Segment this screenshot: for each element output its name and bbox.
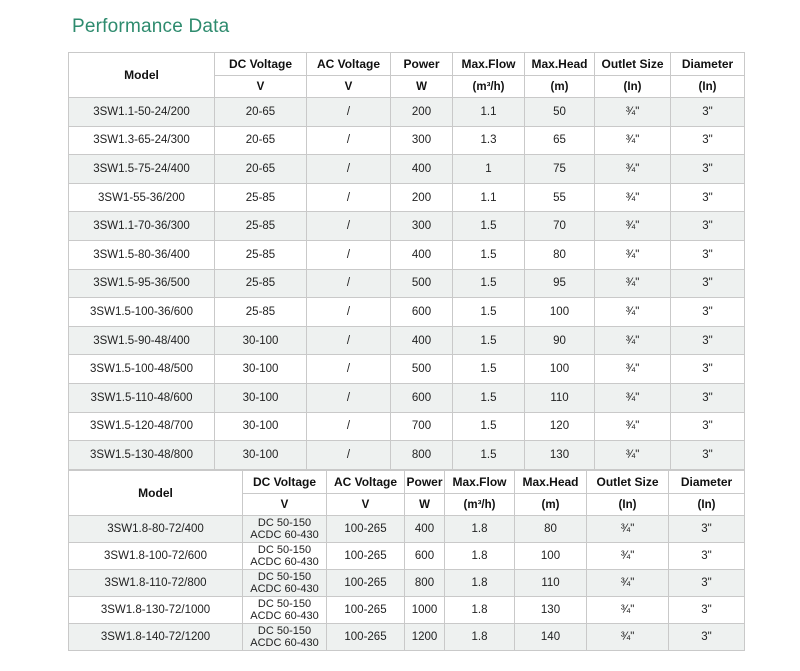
cell-dc-voltage: [243, 597, 327, 624]
cell-power: 500: [391, 269, 453, 298]
cell-power: 800: [391, 441, 453, 470]
cell-model: 3SW1.5-95-36/500: [69, 269, 215, 298]
cell-max-head: 80: [525, 240, 595, 269]
cell-max-flow: 1.5: [453, 383, 525, 412]
table-row: [69, 183, 745, 212]
cell-max-head: 100: [525, 355, 595, 384]
header-max-flow: Max.Flow: [453, 53, 525, 76]
header-ac-voltage: AC Voltage: [327, 471, 405, 494]
cell-max-head: 130: [525, 441, 595, 470]
cell-max-flow: 1.5: [453, 269, 525, 298]
header-max-head: Max.Head: [515, 471, 587, 494]
cell-diameter: 3": [671, 298, 745, 327]
cell-power: 400: [405, 516, 445, 543]
cell-max-head: 50: [525, 98, 595, 127]
cell-dc-voltage: 30-100: [215, 441, 307, 470]
acdc-voltage-line: ACDC 60-430: [250, 637, 319, 649]
cell-ac-voltage: 100-265: [327, 624, 405, 651]
cell-max-flow: 1.5: [453, 355, 525, 384]
cell-model: 3SW1-55-36/200: [69, 183, 215, 212]
cell-diameter: 3": [671, 212, 745, 241]
cell-outlet-size: ¾": [595, 98, 671, 127]
cell-max-head: 130: [515, 597, 587, 624]
cell-ac-voltage: /: [307, 383, 391, 412]
dc-voltage-line: DC 50-150: [257, 625, 312, 637]
cell-max-flow: 1.1: [453, 183, 525, 212]
cell-outlet-size: ¾": [595, 155, 671, 184]
cell-diameter: 3": [671, 326, 745, 355]
cell-power: 400: [391, 326, 453, 355]
table-row: [69, 269, 745, 298]
cell-dc-voltage: [243, 516, 327, 543]
cell-outlet-size: ¾": [595, 212, 671, 241]
unit-max-flow: (m³/h): [453, 76, 525, 98]
header-outlet-size: Outlet Size: [587, 471, 669, 494]
cell-max-head: 110: [515, 570, 587, 597]
cell-diameter: 3": [671, 383, 745, 412]
cell-max-head: 55: [525, 183, 595, 212]
header-diameter: Diameter: [671, 53, 745, 76]
page-title: Performance Data: [72, 16, 230, 37]
table-row: [69, 412, 745, 441]
cell-diameter: 3": [671, 183, 745, 212]
cell-outlet-size: ¾": [587, 570, 669, 597]
cell-outlet-size: ¾": [595, 441, 671, 470]
cell-diameter: 3": [671, 240, 745, 269]
table-2-body: [69, 516, 745, 651]
table-row: [69, 212, 745, 241]
cell-max-flow: 1.1: [453, 98, 525, 127]
table-row: [69, 624, 745, 651]
unit-ac-voltage: V: [307, 76, 391, 98]
cell-outlet-size: ¾": [595, 240, 671, 269]
cell-ac-voltage: /: [307, 126, 391, 155]
cell-outlet-size: ¾": [595, 183, 671, 212]
cell-power: 400: [391, 155, 453, 184]
table-row: [69, 126, 745, 155]
cell-diameter: 3": [671, 269, 745, 298]
cell-max-flow: 1.5: [453, 326, 525, 355]
cell-ac-voltage: 100-265: [327, 543, 405, 570]
cell-power: 600: [405, 543, 445, 570]
header-diameter: Diameter: [669, 471, 745, 494]
cell-model: 3SW1.5-100-48/500: [69, 355, 215, 384]
cell-max-head: 80: [515, 516, 587, 543]
cell-outlet-size: ¾": [595, 355, 671, 384]
header-max-flow: Max.Flow: [445, 471, 515, 494]
table-row: [69, 383, 745, 412]
cell-outlet-size: ¾": [595, 326, 671, 355]
performance-table-1: [68, 52, 745, 470]
cell-dc-voltage: 20-65: [215, 155, 307, 184]
cell-dc-voltage: 20-65: [215, 126, 307, 155]
cell-model: 3SW1.8-140-72/1200: [69, 624, 243, 651]
cell-model: 3SW1.5-90-48/400: [69, 326, 215, 355]
dc-voltage-line: DC 50-150: [257, 517, 312, 529]
cell-max-flow: 1.5: [453, 240, 525, 269]
unit-outlet-size: (In): [595, 76, 671, 98]
cell-ac-voltage: /: [307, 240, 391, 269]
header-max-head: Max.Head: [525, 53, 595, 76]
cell-model: 3SW1.5-130-48/800: [69, 441, 215, 470]
table-row: [69, 240, 745, 269]
acdc-voltage-line: ACDC 60-430: [250, 529, 319, 541]
cell-max-flow: 1.5: [453, 298, 525, 327]
cell-diameter: 3": [671, 155, 745, 184]
cell-diameter: 3": [669, 624, 745, 651]
acdc-voltage-line: ACDC 60-430: [250, 583, 319, 595]
header-outlet-size: Outlet Size: [595, 53, 671, 76]
cell-max-head: 65: [525, 126, 595, 155]
cell-model: 3SW1.3-65-24/300: [69, 126, 215, 155]
table-row: [69, 543, 745, 570]
table-row: [69, 441, 745, 470]
unit-ac-voltage: V: [327, 494, 405, 516]
cell-model: 3SW1.1-70-36/300: [69, 212, 215, 241]
table-row: [69, 355, 745, 384]
cell-max-head: 140: [515, 624, 587, 651]
cell-dc-voltage: 25-85: [215, 298, 307, 327]
cell-max-flow: 1.8: [445, 570, 515, 597]
cell-dc-voltage: [243, 624, 327, 651]
header-power: Power: [391, 53, 453, 76]
cell-power: 200: [391, 98, 453, 127]
table-1-body: [69, 98, 745, 470]
unit-max-head: (m): [515, 494, 587, 516]
cell-max-flow: 1.8: [445, 543, 515, 570]
header-dc-voltage: DC Voltage: [215, 53, 307, 76]
cell-power: 400: [391, 240, 453, 269]
cell-diameter: 3": [669, 516, 745, 543]
cell-ac-voltage: /: [307, 183, 391, 212]
cell-dc-voltage: 25-85: [215, 240, 307, 269]
cell-diameter: 3": [671, 441, 745, 470]
cell-power: 700: [391, 412, 453, 441]
cell-power: 500: [391, 355, 453, 384]
cell-dc-voltage: 30-100: [215, 355, 307, 384]
table-row: [69, 516, 745, 543]
cell-max-head: 100: [525, 298, 595, 327]
cell-max-head: 120: [525, 412, 595, 441]
cell-power: 1200: [405, 624, 445, 651]
cell-max-flow: 1.5: [453, 212, 525, 241]
cell-model: 3SW1.5-100-36/600: [69, 298, 215, 327]
header-model: Model: [69, 53, 215, 98]
cell-power: 300: [391, 126, 453, 155]
cell-ac-voltage: /: [307, 298, 391, 327]
cell-model: 3SW1.5-110-48/600: [69, 383, 215, 412]
cell-outlet-size: ¾": [587, 624, 669, 651]
table-row: [69, 597, 745, 624]
cell-outlet-size: ¾": [587, 516, 669, 543]
header-model: Model: [69, 471, 243, 516]
cell-power: 600: [391, 298, 453, 327]
cell-ac-voltage: 100-265: [327, 597, 405, 624]
header-ac-voltage: AC Voltage: [307, 53, 391, 76]
cell-model: 3SW1.8-100-72/600: [69, 543, 243, 570]
cell-model: 3SW1.8-80-72/400: [69, 516, 243, 543]
dc-voltage-line: DC 50-150: [257, 544, 312, 556]
cell-ac-voltage: /: [307, 326, 391, 355]
cell-dc-voltage: [243, 570, 327, 597]
cell-diameter: 3": [671, 412, 745, 441]
cell-ac-voltage: /: [307, 441, 391, 470]
acdc-voltage-line: ACDC 60-430: [250, 610, 319, 622]
unit-dc-voltage: V: [243, 494, 327, 516]
cell-max-flow: 1: [453, 155, 525, 184]
unit-diameter: (In): [671, 76, 745, 98]
cell-outlet-size: ¾": [595, 383, 671, 412]
table-row: [69, 98, 745, 127]
cell-power: 600: [391, 383, 453, 412]
header-dc-voltage: DC Voltage: [243, 471, 327, 494]
header-power: Power: [405, 471, 445, 494]
unit-diameter: (In): [669, 494, 745, 516]
cell-outlet-size: ¾": [587, 543, 669, 570]
cell-dc-voltage: 30-100: [215, 383, 307, 412]
cell-ac-voltage: /: [307, 98, 391, 127]
cell-dc-voltage: 25-85: [215, 269, 307, 298]
cell-ac-voltage: 100-265: [327, 516, 405, 543]
cell-max-flow: 1.5: [453, 412, 525, 441]
table-row: [69, 326, 745, 355]
cell-diameter: 3": [671, 355, 745, 384]
unit-power: W: [391, 76, 453, 98]
unit-max-head: (m): [525, 76, 595, 98]
cell-max-head: 100: [515, 543, 587, 570]
cell-max-head: 95: [525, 269, 595, 298]
cell-power: 300: [391, 212, 453, 241]
cell-diameter: 3": [671, 126, 745, 155]
cell-outlet-size: ¾": [595, 126, 671, 155]
cell-model: 3SW1.5-120-48/700: [69, 412, 215, 441]
cell-model: 3SW1.1-50-24/200: [69, 98, 215, 127]
cell-max-flow: 1.3: [453, 126, 525, 155]
cell-model: 3SW1.8-110-72/800: [69, 570, 243, 597]
unit-outlet-size: (In): [587, 494, 669, 516]
cell-ac-voltage: /: [307, 155, 391, 184]
cell-power: 800: [405, 570, 445, 597]
cell-max-flow: 1.8: [445, 597, 515, 624]
cell-power: 1000: [405, 597, 445, 624]
cell-ac-voltage: /: [307, 355, 391, 384]
cell-model: 3SW1.8-130-72/1000: [69, 597, 243, 624]
table-row: [69, 155, 745, 184]
dc-voltage-line: DC 50-150: [257, 571, 312, 583]
cell-outlet-size: ¾": [595, 298, 671, 327]
cell-max-head: 110: [525, 383, 595, 412]
unit-max-flow: (m³/h): [445, 494, 515, 516]
cell-dc-voltage: 25-85: [215, 212, 307, 241]
cell-diameter: 3": [669, 570, 745, 597]
cell-max-flow: 1.5: [453, 441, 525, 470]
cell-max-flow: 1.8: [445, 516, 515, 543]
cell-outlet-size: ¾": [595, 412, 671, 441]
cell-model: 3SW1.5-75-24/400: [69, 155, 215, 184]
cell-max-flow: 1.8: [445, 624, 515, 651]
cell-model: 3SW1.5-80-36/400: [69, 240, 215, 269]
table-row: [69, 298, 745, 327]
unit-power: W: [405, 494, 445, 516]
cell-max-head: 75: [525, 155, 595, 184]
cell-ac-voltage: /: [307, 269, 391, 298]
unit-dc-voltage: V: [215, 76, 307, 98]
cell-dc-voltage: [243, 543, 327, 570]
cell-dc-voltage: 30-100: [215, 412, 307, 441]
table-row: [69, 570, 745, 597]
cell-diameter: 3": [671, 98, 745, 127]
cell-dc-voltage: 25-85: [215, 183, 307, 212]
cell-max-head: 70: [525, 212, 595, 241]
cell-ac-voltage: /: [307, 212, 391, 241]
cell-dc-voltage: 20-65: [215, 98, 307, 127]
cell-ac-voltage: 100-265: [327, 570, 405, 597]
cell-diameter: 3": [669, 543, 745, 570]
cell-power: 200: [391, 183, 453, 212]
cell-max-head: 90: [525, 326, 595, 355]
performance-table-2: [68, 470, 745, 651]
acdc-voltage-line: ACDC 60-430: [250, 556, 319, 568]
cell-outlet-size: ¾": [595, 269, 671, 298]
dc-voltage-line: DC 50-150: [257, 598, 312, 610]
cell-outlet-size: ¾": [587, 597, 669, 624]
cell-dc-voltage: 30-100: [215, 326, 307, 355]
cell-ac-voltage: /: [307, 412, 391, 441]
cell-diameter: 3": [669, 597, 745, 624]
